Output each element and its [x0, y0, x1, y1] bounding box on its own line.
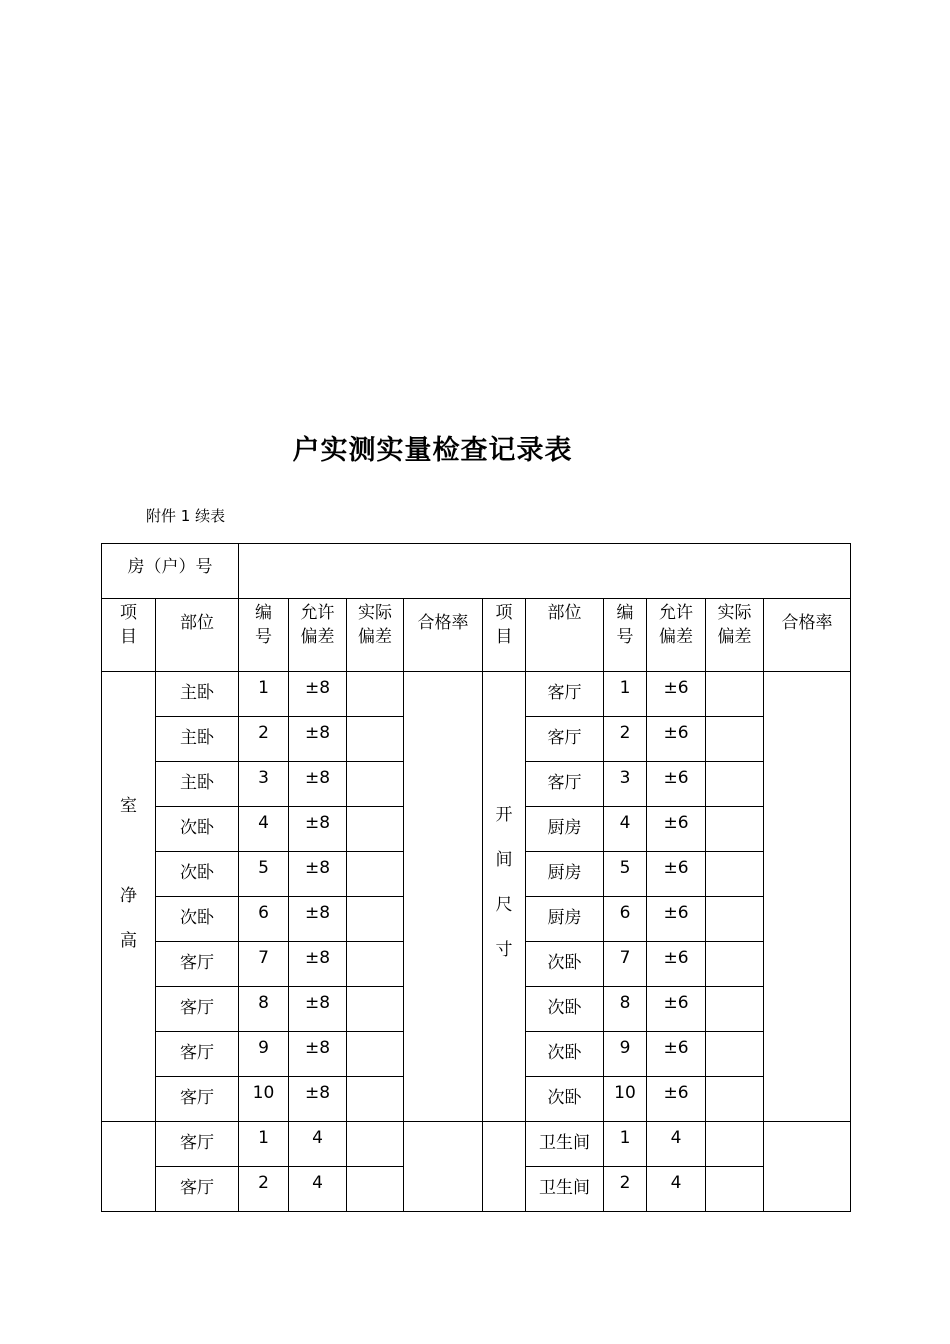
- tolerance-cell: ±6: [647, 807, 706, 852]
- tolerance-cell: ±6: [647, 987, 706, 1032]
- part-cell: 卫生间: [526, 1167, 604, 1212]
- header-actual-line2: 偏差: [358, 627, 392, 647]
- header-actual-line2: 偏差: [717, 627, 752, 647]
- tolerance-cell: ±6: [647, 672, 706, 717]
- pass-rate-right[interactable]: [764, 672, 851, 1122]
- table-row: [102, 1122, 851, 1167]
- part-cell: 次卧: [526, 942, 604, 987]
- number-cell: 2: [604, 717, 647, 762]
- number-cell: 3: [239, 762, 289, 807]
- house-number-field[interactable]: [239, 544, 851, 599]
- part-cell: 次卧: [156, 852, 239, 897]
- header-actual-right: [706, 599, 764, 672]
- header-item-left: [102, 599, 156, 672]
- part-cell: 客厅: [526, 717, 604, 762]
- header-item-line2: 目: [495, 627, 513, 647]
- pass-rate-left[interactable]: [404, 672, 483, 1122]
- actual-deviation-input[interactable]: [706, 807, 764, 852]
- actual-deviation-input[interactable]: [706, 762, 764, 807]
- actual-deviation-input[interactable]: [706, 1167, 764, 1212]
- number-cell: 7: [604, 942, 647, 987]
- header-actual-line1: 实际: [358, 603, 392, 623]
- actual-deviation-input[interactable]: [706, 1122, 764, 1167]
- tolerance-cell: 4: [647, 1122, 706, 1167]
- number-cell: 1: [604, 672, 647, 717]
- part-cell: 客厅: [156, 1077, 239, 1122]
- header-item-line2: 目: [120, 627, 137, 647]
- document-subtitle: 附件 1 续表: [146, 507, 226, 525]
- number-cell: 9: [239, 1032, 289, 1077]
- item-group-right-empty: [483, 1122, 526, 1212]
- part-cell: 主卧: [156, 672, 239, 717]
- header-pass-rate-right: 合格率: [764, 599, 851, 672]
- item-char: 室: [120, 796, 137, 816]
- actual-deviation-input[interactable]: [347, 1077, 404, 1122]
- tolerance-cell: ±8: [289, 717, 347, 762]
- header-number-line2: 号: [255, 627, 272, 647]
- item-group-left-empty: [102, 1122, 156, 1212]
- part-cell: 客厅: [526, 672, 604, 717]
- actual-deviation-input[interactable]: [706, 1077, 764, 1122]
- number-cell: 10: [604, 1077, 647, 1122]
- tolerance-cell: ±8: [289, 1032, 347, 1077]
- item-char: 寸: [495, 939, 513, 960]
- document-title: 户实测实量检查记录表: [292, 435, 573, 466]
- number-cell: 2: [604, 1167, 647, 1212]
- actual-deviation-input[interactable]: [706, 942, 764, 987]
- item-char: 间: [495, 849, 513, 870]
- actual-deviation-input[interactable]: [347, 942, 404, 987]
- item-char: 净: [120, 886, 137, 906]
- tolerance-cell: ±8: [289, 897, 347, 942]
- header-tolerance-line1: 允许: [659, 603, 693, 623]
- part-cell: 次卧: [156, 897, 239, 942]
- tolerance-cell: ±6: [647, 852, 706, 897]
- actual-deviation-input[interactable]: [347, 897, 404, 942]
- part-cell: 次卧: [526, 1032, 604, 1077]
- number-cell: 4: [239, 807, 289, 852]
- tolerance-cell: ±8: [289, 987, 347, 1032]
- number-cell: 6: [239, 897, 289, 942]
- tolerance-cell: ±6: [647, 1077, 706, 1122]
- number-cell: 10: [239, 1077, 289, 1122]
- header-tolerance-left: [289, 599, 347, 672]
- header-part-left: 部位: [156, 599, 239, 672]
- header-number-line1: 编: [616, 603, 634, 623]
- number-cell: 4: [604, 807, 647, 852]
- house-number-row: [102, 544, 851, 599]
- header-number-line2: 号: [616, 627, 634, 647]
- number-cell: 9: [604, 1032, 647, 1077]
- house-number-label: 房（户）号: [102, 544, 239, 599]
- number-cell: 5: [239, 852, 289, 897]
- number-cell: 7: [239, 942, 289, 987]
- tolerance-cell: ±8: [289, 672, 347, 717]
- part-cell: 客厅: [156, 942, 239, 987]
- header-row: [102, 599, 851, 672]
- part-cell: 客厅: [156, 1032, 239, 1077]
- number-cell: 3: [604, 762, 647, 807]
- tolerance-cell: ±6: [647, 897, 706, 942]
- number-cell: 1: [604, 1122, 647, 1167]
- header-item-line1: 项: [495, 603, 513, 623]
- item-group-left: [102, 672, 156, 1122]
- part-cell: 主卧: [156, 717, 239, 762]
- part-cell: 次卧: [156, 807, 239, 852]
- actual-deviation-input[interactable]: [347, 987, 404, 1032]
- actual-deviation-input[interactable]: [347, 1167, 404, 1212]
- part-cell: 主卧: [156, 762, 239, 807]
- actual-deviation-input[interactable]: [706, 717, 764, 762]
- number-cell: 6: [604, 897, 647, 942]
- tolerance-cell: ±8: [289, 807, 347, 852]
- tolerance-cell: ±8: [289, 852, 347, 897]
- number-cell: 2: [239, 717, 289, 762]
- item-char: 开: [495, 804, 513, 825]
- part-cell: 次卧: [526, 987, 604, 1032]
- tolerance-cell: ±6: [647, 1032, 706, 1077]
- header-item-right: [483, 599, 526, 672]
- part-cell: 卫生间: [526, 1122, 604, 1167]
- number-cell: 8: [239, 987, 289, 1032]
- header-tolerance-line2: 偏差: [300, 627, 335, 647]
- pass-rate-left[interactable]: [404, 1122, 483, 1212]
- number-cell: 8: [604, 987, 647, 1032]
- part-cell: 次卧: [526, 1077, 604, 1122]
- header-pass-rate-left: 合格率: [404, 599, 483, 672]
- actual-deviation-input[interactable]: [706, 987, 764, 1032]
- actual-deviation-input[interactable]: [347, 1122, 404, 1167]
- part-cell: 客厅: [156, 987, 239, 1032]
- part-cell: 客厅: [156, 1122, 239, 1167]
- number-cell: 1: [239, 1122, 289, 1167]
- actual-deviation-input[interactable]: [347, 762, 404, 807]
- header-tolerance-right: [647, 599, 706, 672]
- number-cell: 1: [239, 672, 289, 717]
- item-char: 高: [120, 931, 137, 951]
- part-cell: 厨房: [526, 897, 604, 942]
- actual-deviation-input[interactable]: [706, 1032, 764, 1077]
- tolerance-cell: ±8: [289, 1077, 347, 1122]
- header-actual-left: [347, 599, 404, 672]
- tolerance-cell: 4: [289, 1122, 347, 1167]
- actual-deviation-input[interactable]: [347, 1032, 404, 1077]
- part-cell: 厨房: [526, 852, 604, 897]
- number-cell: 5: [604, 852, 647, 897]
- actual-deviation-input[interactable]: [347, 717, 404, 762]
- header-tolerance-line2: 偏差: [659, 627, 693, 647]
- tolerance-cell: 4: [289, 1167, 347, 1212]
- actual-deviation-input[interactable]: [706, 852, 764, 897]
- item-group-right: [483, 672, 526, 1122]
- actual-deviation-input[interactable]: [347, 672, 404, 717]
- tolerance-cell: ±6: [647, 942, 706, 987]
- header-item-line1: 项: [120, 603, 137, 623]
- tolerance-cell: ±6: [647, 717, 706, 762]
- header-actual-line1: 实际: [717, 603, 752, 623]
- table-row: [102, 672, 851, 717]
- pass-rate-right[interactable]: [764, 1122, 851, 1212]
- part-cell: 客厅: [526, 762, 604, 807]
- inspection-record-table: [101, 543, 851, 1212]
- tolerance-cell: 4: [647, 1167, 706, 1212]
- actual-deviation-input[interactable]: [347, 807, 404, 852]
- header-part-right: 部位: [526, 599, 604, 672]
- header-number-right: [604, 599, 647, 672]
- number-cell: 2: [239, 1167, 289, 1212]
- header-number-line1: 编: [255, 603, 272, 623]
- item-char: 尺: [495, 894, 513, 915]
- part-cell: 客厅: [156, 1167, 239, 1212]
- part-cell: 厨房: [526, 807, 604, 852]
- header-number-left: [239, 599, 289, 672]
- actual-deviation-input[interactable]: [706, 672, 764, 717]
- tolerance-cell: ±8: [289, 762, 347, 807]
- actual-deviation-input[interactable]: [347, 852, 404, 897]
- tolerance-cell: ±6: [647, 762, 706, 807]
- actual-deviation-input[interactable]: [706, 897, 764, 942]
- tolerance-cell: ±8: [289, 942, 347, 987]
- header-tolerance-line1: 允许: [300, 603, 335, 623]
